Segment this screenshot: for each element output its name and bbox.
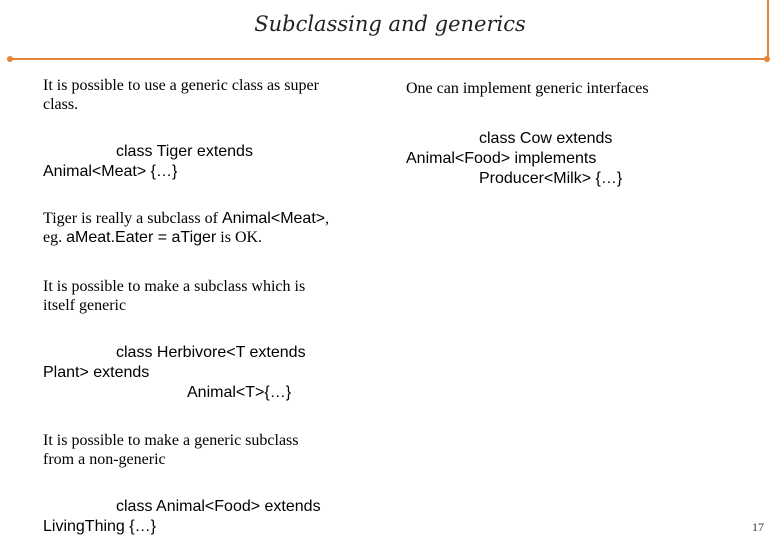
code-cow: class Cow extends Animal<Food> implements Producer<Milk> {…}	[406, 130, 623, 187]
left-paragraph-generic-super: It is possible to use a generic class as super class.	[43, 77, 319, 113]
slide-title: Subclassing and generics	[254, 12, 526, 36]
divider-dot-right	[764, 56, 770, 62]
left-paragraph-tiger-subclass: Tiger is really a subclass of Animal<Meat>, eg. aMeat.Eater = aTiger is OK.	[43, 210, 330, 246]
divider-dot-left	[7, 56, 13, 62]
left-paragraph-non-generic: It is possible to make a generic subclass from a non-generic	[43, 432, 299, 468]
title-divider	[10, 58, 769, 60]
code-animal-food: class Animal<Food> extends LivingThing {…}	[43, 498, 321, 535]
code-herbivore: class Herbivore<T extends Plant> extends Animal<T>{…}	[43, 344, 306, 401]
frame-right-edge	[767, 0, 769, 60]
left-paragraph-generic-subclass: It is possible to make a subclass which is itself generic	[43, 278, 306, 314]
code-tiger: class Tiger extends Animal<Meat> {…}	[43, 143, 253, 180]
right-paragraph-generic-interfaces: One can implement generic interfaces	[406, 80, 649, 97]
page-number: 17	[752, 520, 764, 534]
